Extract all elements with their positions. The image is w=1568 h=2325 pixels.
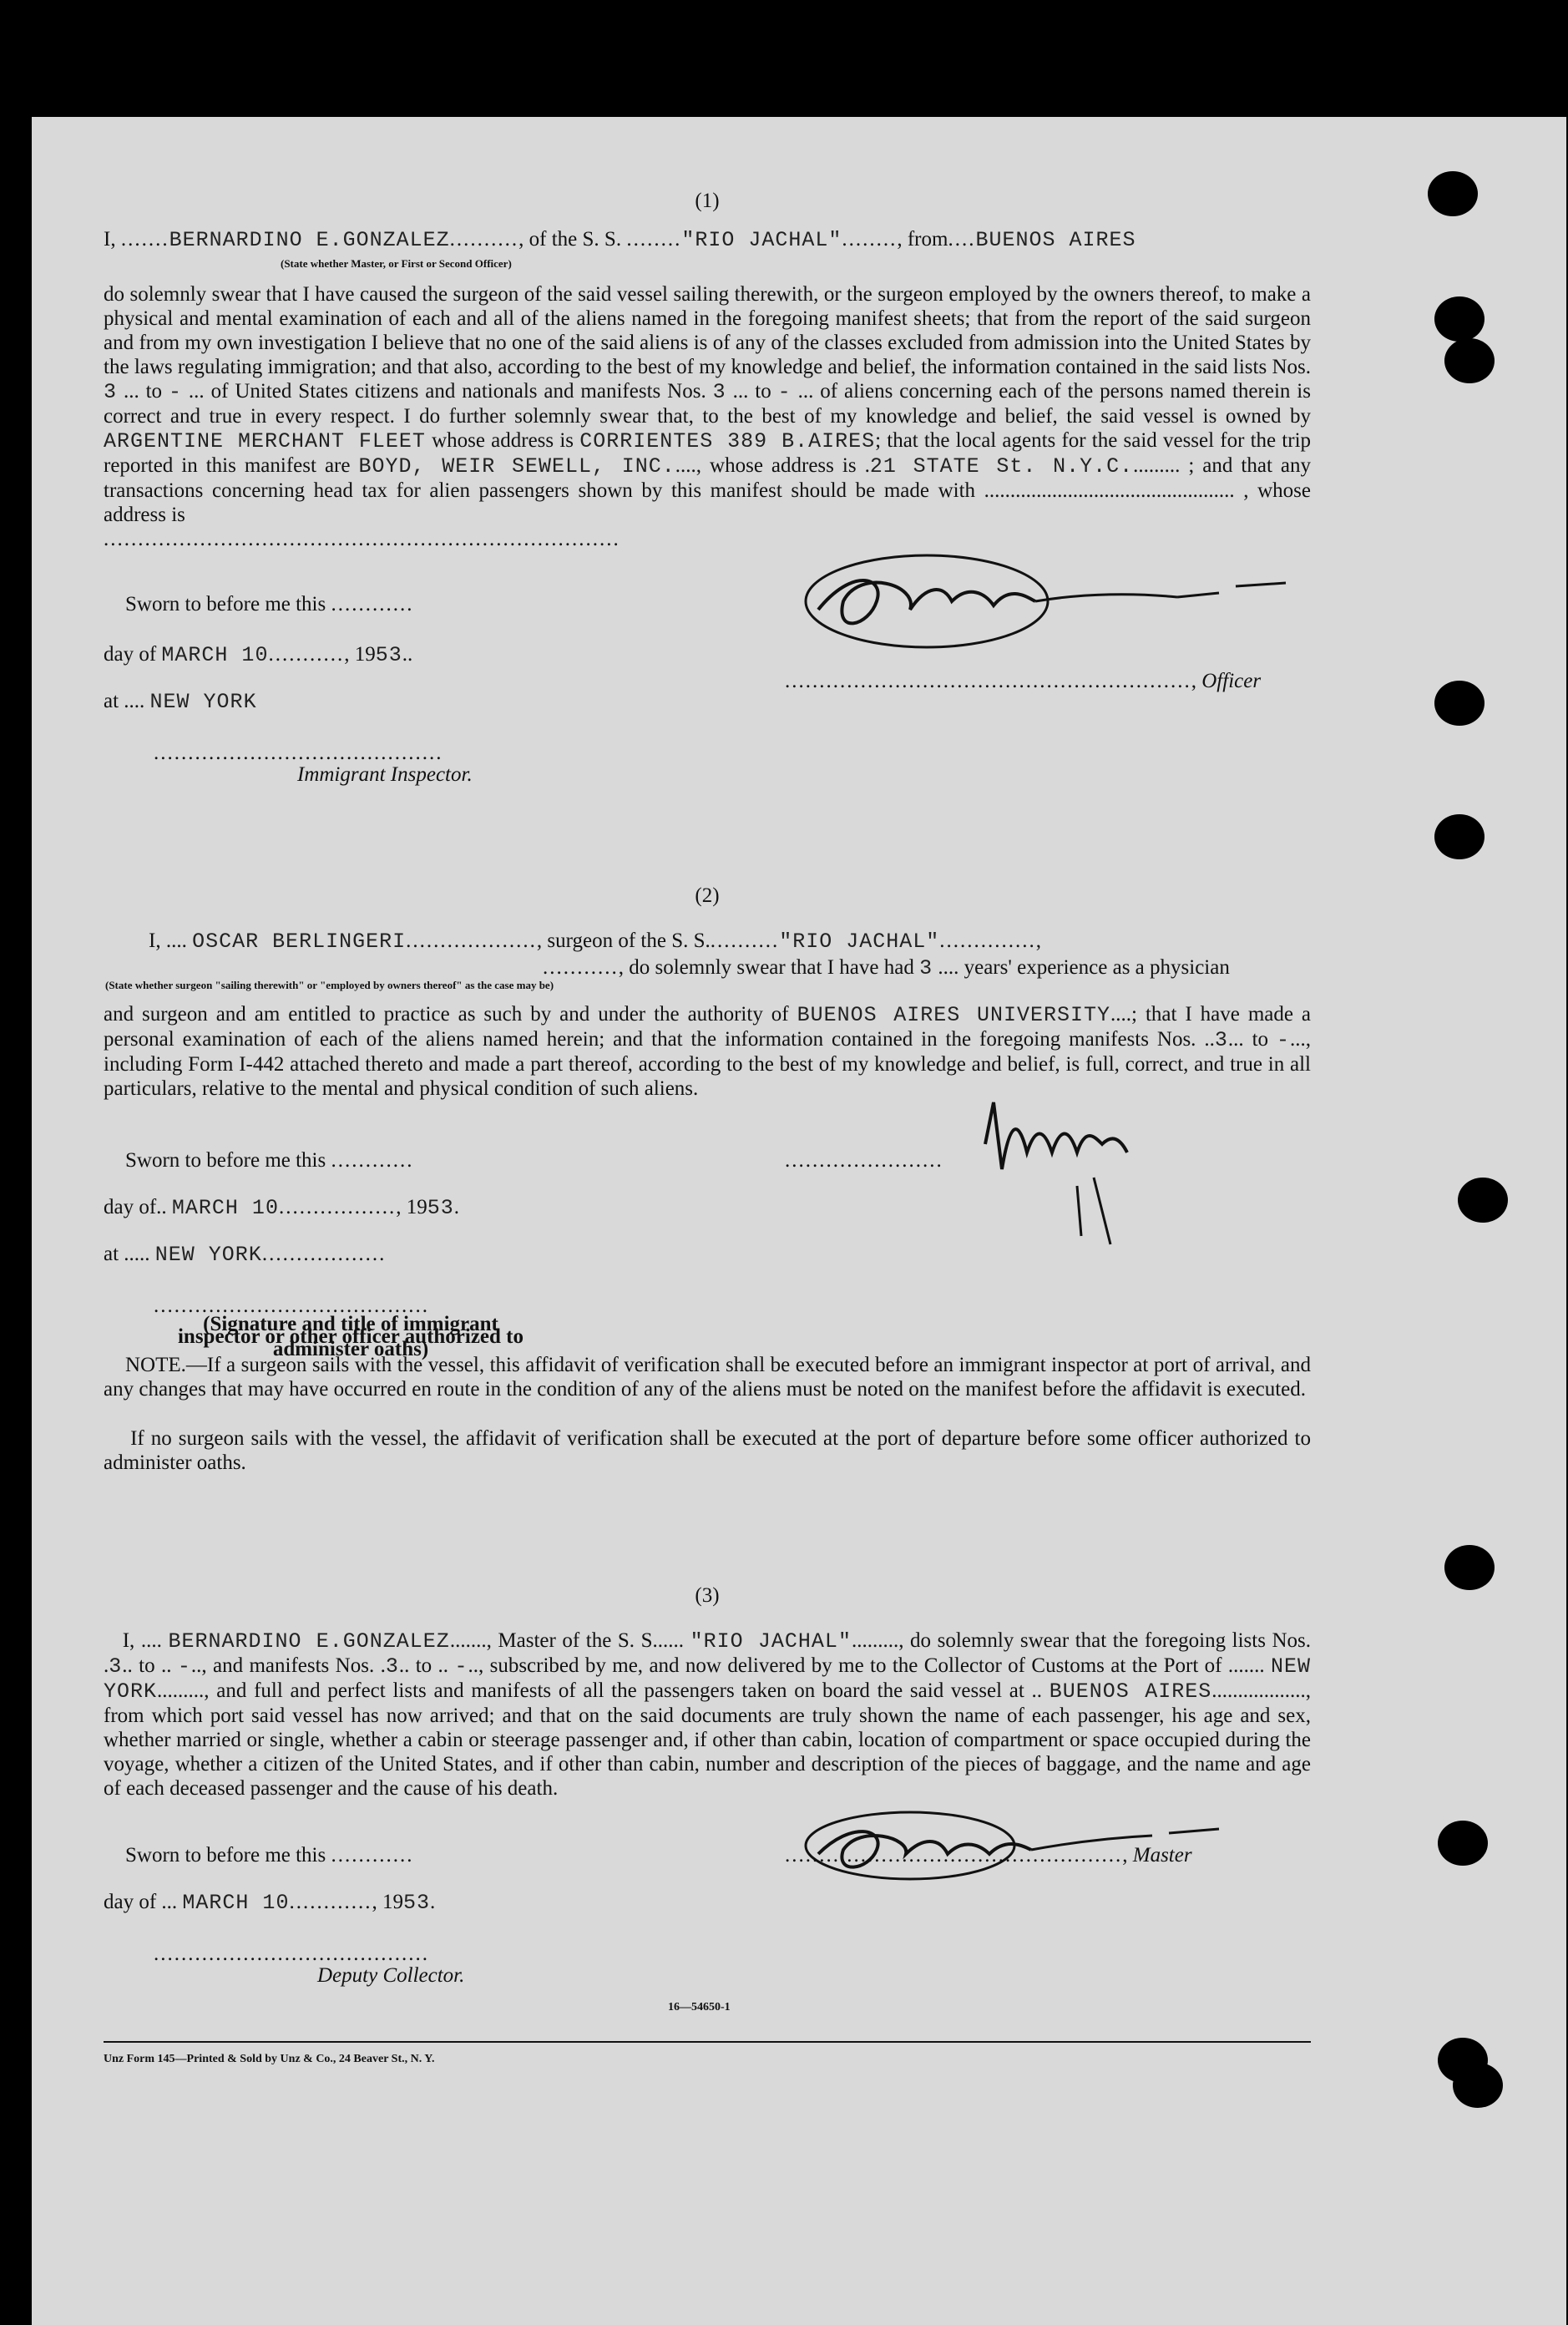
authority-value: BUENOS AIRES UNIVERSITY: [797, 1003, 1111, 1027]
manifests-from: 3: [712, 380, 726, 404]
lists-to: -: [177, 1654, 191, 1679]
day-line: day of.. MARCH 10................., 1953.: [104, 1196, 459, 1220]
signature-line: ........................................: [154, 1294, 429, 1317]
lists-from: 3: [109, 1654, 123, 1679]
punch-hole: [1428, 171, 1478, 216]
section1-body: do solemnly swear that I have caused the surgeon of the said vessel sailing therewith, or the surgeon employed by the owners thereof, to make a physical and mental examination of each and all of the aliens named in the foregoing manifest sheets; that from the report of the said surgeon and from my own investigation I believe that no one of the said aliens is of any of the classes excluded from admission into the United States by the laws regulating immigration; and that also, according to the best of my knowledge and belief, the information contained in the said lists Nos. 3 ... to - ... of United States citizens and nationals and manifests Nos. 3 ... to - ... of aliens concerning each of the persons named therein is correct and true in every respect. I do further solemnly swear that, to the best of my knowledge and belief, the said vessel is owned by ARGENTINE MERCHANT FLEET whose address is CORRIENTES 389 B.AIRES; that the local agents for the said vessel for the trip reported in this manifest are BOYD, WEIR SEWELL, INC....., whose address is .21 STATE St. N.Y.C.......... ; and that any transactions concerning head tax for alien passengers shown by this manifest should be made with ................................................ , whose address is ...........................................................................: [104, 283, 1312, 550]
day-value: MARCH 10: [161, 643, 269, 667]
signature-caption: (Signature and title of immigrant inspector or other officer authorized to administer oaths): [177, 1313, 524, 1360]
sworn-label: Sworn to before me this: [125, 1149, 326, 1172]
punch-hole: [1444, 1545, 1495, 1590]
local-agents: BOYD, WEIR SEWELL, INC.: [358, 454, 675, 479]
year-prefix: 19: [354, 643, 376, 666]
master-of-label: Master of the S. S.: [498, 1629, 658, 1652]
punch-hole: [1453, 2063, 1503, 2108]
vessel-name: "RIO JACHAL": [779, 929, 940, 954]
body-text: do solemnly swear that I have caused the surgeon of the said vessel sailing therewith, or the surgeon employed by the owners thereof, to make a physical and mental examination of each and all of the aliens named in the foregoing manifest sheets; that from the report of the said surgeon and from my own investigation I believe that no one of the said aliens is of any of the classes excluded from admission into the United States by the laws regulating immigration; and that also, according to the best of my knowledge and belief, the information contained in the said lists Nos.: [104, 283, 1311, 378]
years-value: 3: [919, 956, 933, 980]
i-label: I,: [104, 228, 116, 251]
body-text: years' experience as a physician: [964, 956, 1230, 979]
body-text: of United States citizens and nationals and manifests Nos.: [210, 380, 706, 403]
punch-hole: [1434, 814, 1485, 859]
manifests-to: -: [454, 1654, 468, 1679]
from-port: BUENOS AIRES: [975, 228, 1136, 252]
at-value: NEW YORK: [149, 690, 257, 714]
punch-hole: [1438, 1821, 1488, 1866]
sworn-line: Sworn to before me this ............: [125, 1844, 414, 1867]
footer-text: Unz Form 145—Printed & Sold by Unz & Co., 24 Beaver St., N. Y.: [104, 2053, 435, 2065]
section1-line1: I, .......BERNARDINO E.GONZALEZ.........., of the S. S. ........"RIO JACHAL"........, from....BUENOS AIRES: [104, 228, 1136, 252]
manifests-from: 3: [385, 1654, 399, 1679]
master-signature: [785, 1796, 1252, 1887]
arrival-port: NEW YORK: [104, 1654, 1312, 1704]
body-text: port said vessel has now arrived; and that on the said documents are truly shown the name of each passenger, his age and sex, whether married or single, whether a cabin or steerage passenger and, if other than cabin, location of compartment or space occupied during the voyage, whether a citizen of the United States, and if other than cabin, number and description of the pieces of baggage, and the name and age of each deceased passenger and the cause of his death.: [104, 1704, 1311, 1800]
from-label: from: [907, 228, 948, 251]
i-label: I,: [122, 1629, 135, 1652]
inspector-caption: Immigrant Inspector.: [297, 763, 473, 786]
section2-line1: I, .... OSCAR BERLINGERI..................., surgeon of the S. S..........."RIO JACHAL"..............,: [149, 929, 1042, 954]
body-text: do solemnly: [910, 1629, 1014, 1652]
body-text: that I have made a personal examination of each of the aliens named herein; and that the information contained in the foregoing manifests Nos.: [104, 1003, 1312, 1051]
section3-number: (3): [695, 1584, 720, 1607]
body-text: subscribed by me, and now: [489, 1654, 721, 1677]
lists-from: 3: [104, 380, 118, 404]
note-paragraph: [104, 1353, 1311, 1401]
day-value: MARCH 10: [182, 1891, 290, 1915]
section3-body: I, .... BERNARDINO E.GONZALEZ......., Master of the S. S...... "RIO JACHAL"........., do solemnly swear that the foregoing lists Nos. .3.. to .. -.., and manifests Nos. .3.. to .. -.., subscribed by me, and now delivered by me to the Collector of Customs at the Port of ....... NEW YORK........., and full and perfect lists and manifests of all the passengers taken on board the said vessel at .. BUENOS AIRES.................., from which port said vessel has now arrived; and that on the said documents are truly shown the name of each passenger, his age and sex, whether married or single, whether a cabin or steerage passenger and, if other than cabin, location of compartment or space occupied during the voyage, whether a citizen of the United States, and if other than cabin, number and description of the pieces of baggage, and the name and age of each deceased passenger and the cause of his death.: [104, 1629, 1312, 1800]
at-line: at .... NEW YORK: [104, 690, 257, 714]
collector-line: ........................................: [154, 1943, 429, 1965]
manifests-from: 3: [1214, 1028, 1228, 1052]
at-label: at: [104, 1243, 119, 1265]
i-label: I,: [149, 929, 161, 952]
surgeon-signature: [969, 1086, 1169, 1253]
form-number: 16—54650-1: [668, 2001, 731, 2013]
body-text: of aliens concerning each of the persons named therein is correct and true in every respect. I do further solemnly swear that, to the best of my knowledge and belief, the said vessel is owned by: [104, 380, 1311, 428]
body-text: that the local agents for the said vessel for the trip reported in this manifest are: [104, 429, 1312, 477]
officer-caption: Officer: [1201, 670, 1262, 692]
surgeon-name: OSCAR BERLINGERI: [192, 929, 407, 954]
section1-caption: (State whether Master, or First or Second Officer): [281, 257, 512, 270]
note-text: —If a surgeon sails with the vessel, this affidavit of verification shall be executed before an immigrant inspector at port of arrival, and any changes that may have occurred en route in the condition of any of the aliens must be noted on the manifest before the affidavit is executed.: [104, 1354, 1311, 1401]
day-label: day of: [104, 1891, 157, 1913]
body-text: delivered by me to the Collector of Customs at the Port of: [727, 1654, 1222, 1677]
year-suffix: 53: [427, 1196, 454, 1220]
officer-signature: [785, 534, 1336, 660]
year-prefix: 19: [406, 1196, 427, 1218]
punch-hole: [1458, 1178, 1508, 1223]
owner-address: CORRIENTES 389 B.AIRES: [579, 429, 876, 453]
collector-caption: Deputy Collector.: [317, 1964, 465, 1987]
master-caption: Master: [1132, 1844, 1192, 1867]
surgeon-of-label: surgeon of the S. S.: [547, 929, 711, 952]
lists-to: -: [168, 380, 182, 404]
note-label: NOTE.: [124, 1354, 186, 1376]
label-text: whose address is: [432, 429, 574, 452]
sworn-line: Sworn to before me this ............: [125, 593, 414, 615]
body-text: swear that the foregoing lists Nos.: [1019, 1629, 1312, 1652]
body-text: from which: [104, 1704, 203, 1727]
officer-line: ..........................................................., Officer: [785, 670, 1262, 692]
inspector-line: ..........................................: [154, 742, 443, 764]
manifests-to: -: [1277, 1028, 1291, 1052]
body-text: including Form I-442 attached thereto and made a part thereof, according to the best of my knowledge and belief, is full, correct, and true in all particulars, relative to the mental and physical condition of such aliens.: [104, 1053, 1311, 1100]
day-value: MARCH 10: [171, 1196, 279, 1220]
of-ship-label: of the S. S.: [529, 228, 622, 251]
sworn-line: Sworn to before me this ............: [125, 1149, 414, 1172]
at-value: NEW YORK: [154, 1243, 262, 1267]
punch-hole: [1434, 681, 1485, 726]
year-suffix: 53: [375, 643, 402, 667]
at-label: at: [104, 690, 119, 712]
note-paragraph-2: [104, 1426, 1311, 1475]
vessel-name: "RIO JACHAL": [681, 228, 842, 252]
day-line: day of ... MARCH 10............, 1953.: [104, 1891, 436, 1915]
body-text: ; and that any transactions concerning head tax for alien passengers shown by this manifest should be made with: [104, 454, 1311, 502]
punch-hole: [1444, 338, 1495, 383]
sworn-label: Sworn to before me this: [125, 1844, 326, 1867]
section1-number: (1): [695, 190, 720, 212]
day-label: day of: [104, 1196, 157, 1218]
vessel-owner: ARGENTINE MERCHANT FLEET: [104, 429, 426, 453]
at-line: at ..... NEW YORK..................: [104, 1243, 387, 1267]
label-text: whose address is: [710, 454, 857, 477]
section2-number: (2): [695, 884, 720, 907]
departure-port: BUENOS AIRES: [1049, 1679, 1212, 1704]
day-label: day of: [104, 643, 157, 666]
body-text: manifests of all the passengers taken on board the said vessel at: [471, 1679, 1024, 1702]
year-suffix: 53: [402, 1891, 430, 1915]
officer-dots: .......................: [785, 1149, 943, 1172]
note-text: If no surgeon sails with the vessel, the affidavit of verification shall be executed at the port of departure before some officer authorized to administer oaths.: [104, 1427, 1311, 1474]
sworn-label: Sworn to before me this: [125, 593, 326, 615]
punch-hole: [1434, 296, 1485, 342]
section2-caption: (State whether surgeon "sailing therewith" or "employed by owners thereof" as the case may be): [105, 979, 554, 991]
section2-body: and surgeon and am entitled to practice as such by and under the authority of BUENOS AIRES UNIVERSITY....; that I have made a personal examination of each of the aliens named herein; and that the information contained in the foregoing manifests Nos. ..3... to -..., including Form I-442 attached thereto and made a part thereof, according to the best of my knowledge and belief, is full, correct, and true in all particulars, relative to the mental and physical condition of such aliens.: [104, 1003, 1312, 1100]
master-name: BERNARDINO E.GONZALEZ: [169, 228, 450, 252]
agents-address: 21 STATE St. N.Y.C.: [869, 454, 1134, 479]
manifests-to: -: [777, 380, 792, 404]
year-prefix: 19: [382, 1891, 403, 1913]
footer-rule: [104, 2041, 1311, 2043]
section2-line2: ..........., do solemnly swear that I have had 3 .... years' experience as a physician: [543, 956, 1230, 980]
master-line: ................................................., Master: [785, 1844, 1192, 1867]
day-line: day of MARCH 10..........., 1953..: [104, 643, 413, 667]
body-text: and surgeon and am entitled to practice as such by and under the authority of: [104, 1003, 789, 1026]
vessel-name: "RIO JACHAL": [690, 1629, 852, 1654]
body-text: and full and perfect lists and: [216, 1679, 464, 1702]
master-name: BERNARDINO E.GONZALEZ: [168, 1629, 450, 1654]
label-text: , whose address is: [104, 479, 1311, 526]
body-text: and manifests Nos.: [213, 1654, 375, 1677]
body-text: do solemnly swear that I have had: [629, 956, 914, 979]
